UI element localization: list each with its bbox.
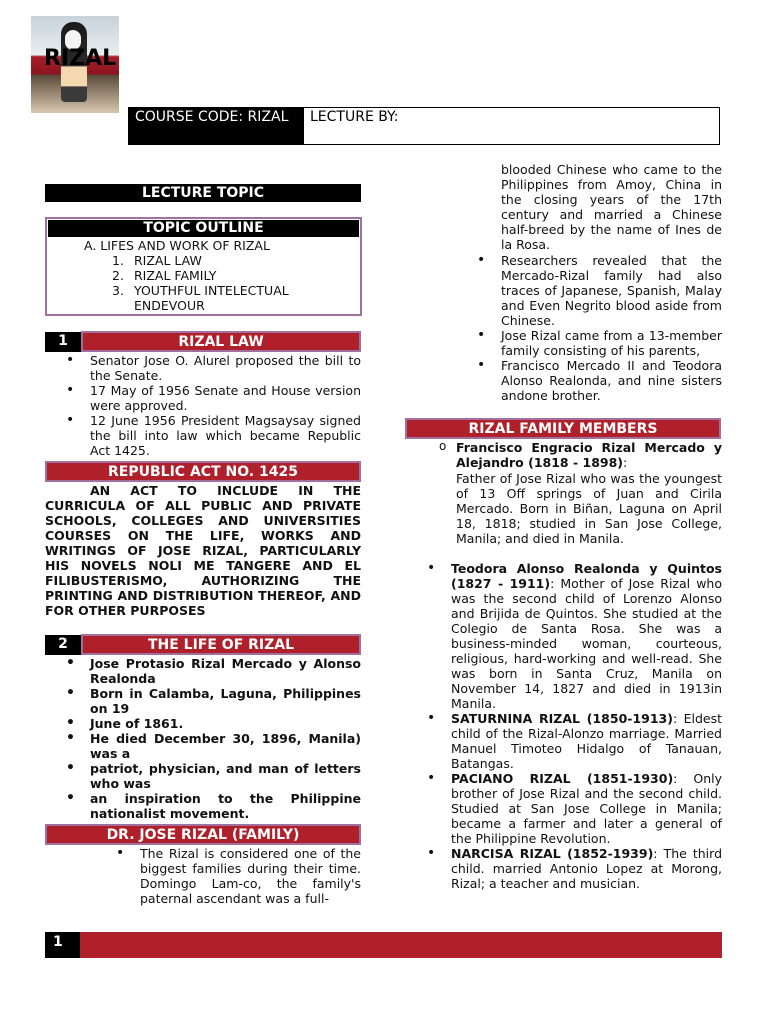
family-members-list bbox=[451, 561, 722, 891]
topic-outline-box bbox=[45, 217, 362, 316]
section-1-number: 1 bbox=[45, 332, 81, 352]
republic-act-text: AN ACT TO INCLUDE IN THE CURRICULA OF ALL PUBLIC AND PRIVATE SCHOOLS, COLLEGES AND UNIVERSITIES COURSES ON THE LIFE, WORKS AND WRITINGS OF JOSE RIZAL, PARTICULARLY HIS NOVELS NOLI ME TANGERE AND EL FILIBUSTERISMO, AUTHORIZING THE PRINTING AND DISTRIBUTION THEREOF, AND FOR OTHER PURPOSES bbox=[45, 483, 361, 618]
list-item: • He died December 30, 1896, Manila) was a bbox=[90, 731, 361, 761]
course-code-cell: COURSE CODE: RIZAL bbox=[129, 108, 304, 144]
list-item: • 12 June 1956 President Magsaysay signed the bill into law which became Republic Act 1425. bbox=[90, 413, 361, 458]
outline-item: 3. YOUTHFUL INTELECTUAL ENDEVOUR bbox=[112, 283, 289, 313]
lecture-by-cell: LECTURE BY: bbox=[304, 108, 719, 144]
section-1-title: RIZAL LAW bbox=[81, 331, 361, 352]
list-item: • Jose Rizal came from a 13-member family consisting of his parents, bbox=[501, 328, 722, 358]
document-title: RIZAL bbox=[44, 46, 117, 71]
list-item: • The Rizal is considered one of the biggest families during their time. Domingo Lam-co, the family's paternal ascendant was a full- bbox=[140, 846, 361, 906]
outline-item: 1. RIZAL LAW bbox=[112, 253, 202, 268]
family-title: DR. JOSE RIZAL (FAMILY) bbox=[45, 824, 361, 845]
section-2-number: 2 bbox=[45, 635, 81, 655]
list-item: • Born in Calamba, Laguna, Philippines on 19 bbox=[90, 686, 361, 716]
list-item: • patriot, physician, and man of letters who was bbox=[90, 761, 361, 791]
family-members-title: RIZAL FAMILY MEMBERS bbox=[405, 418, 721, 439]
page-number: 1 bbox=[45, 932, 80, 958]
republic-act-title: REPUBLIC ACT NO. 1425 bbox=[45, 461, 361, 482]
topic-outline-title: TOPIC OUTLINE bbox=[48, 220, 359, 237]
rizal-law-list bbox=[90, 353, 361, 458]
life-of-rizal-list bbox=[90, 656, 361, 821]
outline-item: 2. RIZAL FAMILY bbox=[112, 268, 217, 283]
list-item: • June of 1861. bbox=[90, 716, 361, 731]
father-description: Father of Jose Rizal who was the youngest of 13 Off springs of Juan and Cirila Mercado. Born in Biñan, Laguna on April 18, 1818; studied in San Jose College, Manila; and died in Manila. bbox=[456, 471, 722, 546]
list-item: • SATURNINA RIZAL (1850-1913): Eldest child of the Rizal-Alonzo marriage. Married Manuel Timoteo Hidalgo of Tanauan, Batangas. bbox=[451, 711, 722, 771]
list-item: • Jose Protasio Rizal Mercado y Alonso Realonda bbox=[90, 656, 361, 686]
footer-bar bbox=[80, 932, 722, 958]
lecture-topic-heading: LECTURE TOPIC bbox=[45, 184, 361, 202]
family-continuation: blooded Chinese who came to the Philippines from Amoy, China in the closing years of the 17th century and married a Chinese half-breed by the name of Ines de la Rosa. bbox=[501, 162, 722, 252]
father-entry bbox=[456, 440, 722, 470]
section-2-title: THE LIFE OF RIZAL bbox=[81, 634, 361, 655]
topic-outline-list bbox=[47, 253, 360, 313]
topic-outline-main: A. LIFES AND WORK OF RIZAL bbox=[84, 238, 270, 253]
list-item: o Francisco Engracio Rizal Mercado y Alejandro (1818 - 1898): bbox=[456, 440, 722, 470]
list-item: • Researchers revealed that the Mercado-Rizal family had also traces of Japanese, Spanish, Malay and Even Negrito blood aside from Chinese. bbox=[501, 253, 722, 328]
list-item: • Teodora Alonso Realonda y Quintos (1827 - 1911): Mother of Jose Rizal who was the second child of Lorenzo Alonso and Brijida de Quintos. She studied at the Colegio de Santa Rosa. She was a business-minded woman, courteous, religious, hard-working and well-read. She was born in Santa Cruz, Manila on November 14, 1827 and died in 1913in Manila. bbox=[451, 561, 722, 711]
course-header-table bbox=[128, 107, 720, 145]
list-item: • PACIANO RIZAL (1851-1930): Only brother of Jose Rizal and the second child. Studied at San Jose College in Manila; became a farmer and later a general of the Philippine Revolution. bbox=[451, 771, 722, 846]
list-item: • Francisco Mercado II and Teodora Alonso Realonda, and nine sisters andone brother. bbox=[501, 358, 722, 403]
list-item: • Senator Jose O. Alurel proposed the bill to the Senate. bbox=[90, 353, 361, 383]
list-item: • 17 May of 1956 Senate and House version were approved. bbox=[90, 383, 361, 413]
family-facts-list bbox=[501, 253, 722, 403]
list-item: • NARCISA RIZAL (1852-1939): The third child. married Antonio Lopez at Morong, Rizal; a teacher and musician. bbox=[451, 846, 722, 891]
family-list bbox=[140, 846, 361, 906]
list-item: • an inspiration to the Philippine nationalist movement. bbox=[90, 791, 361, 821]
